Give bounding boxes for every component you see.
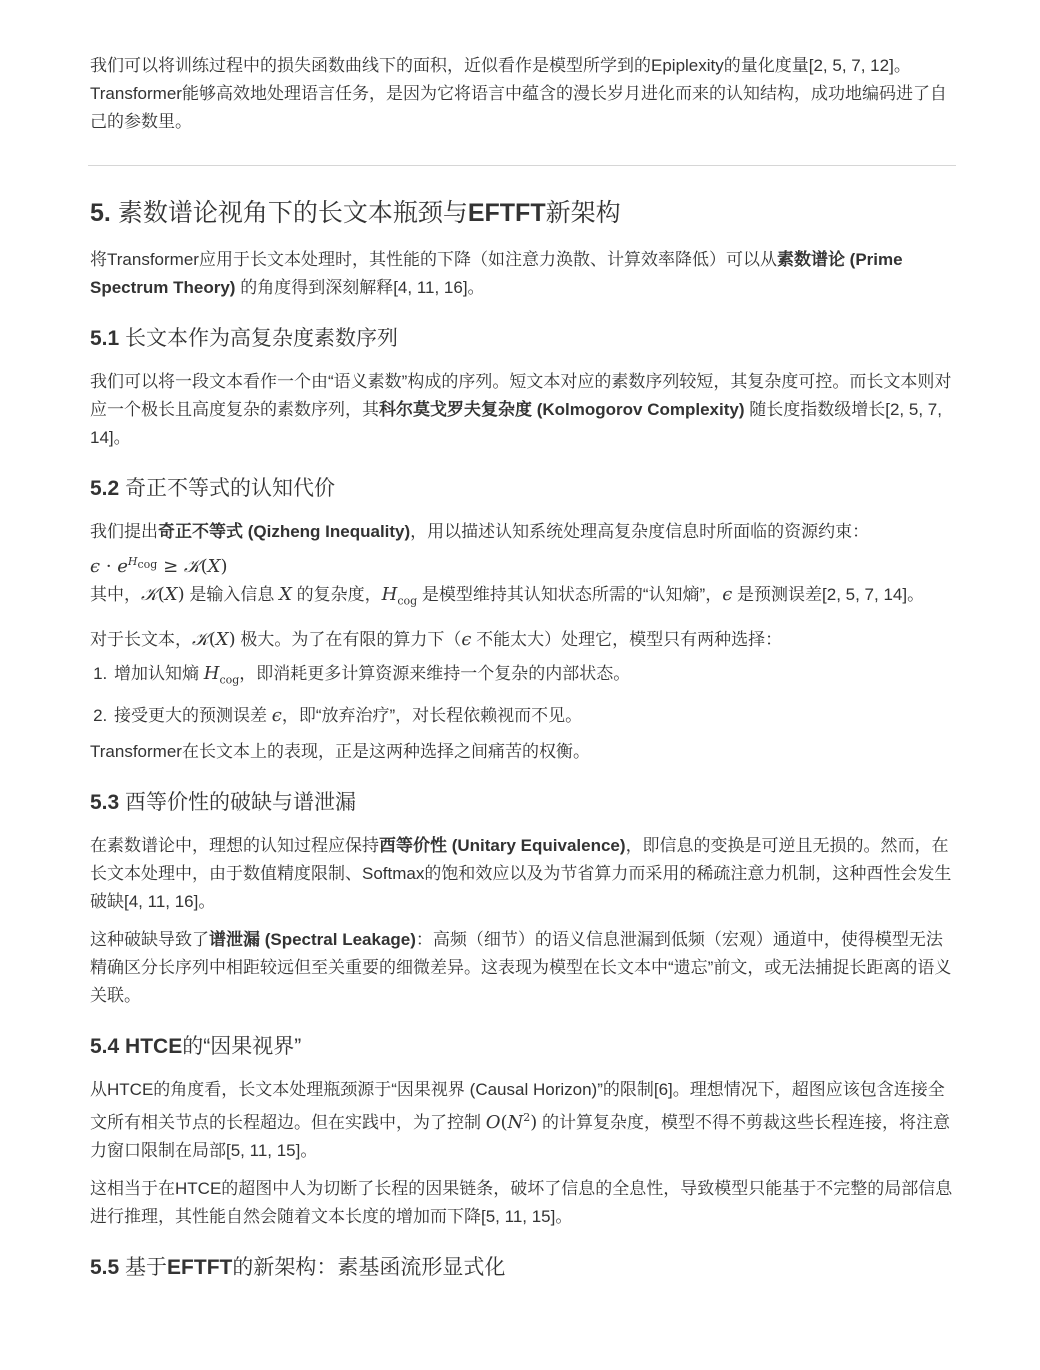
section-5-paragraph [90, 246, 956, 302]
text-run: 在素数谱论中，理想的认知过程应保持 [90, 836, 379, 856]
subsection-5-4-paragraph-2: 这相当于在HTCE的超图中人为切断了长程的因果链条，破坏了信息的全息性，导致模型只能基于不完整的局部信息进行推理，其性能自然会随着文本长度的增加而下降[5, 11, 15]。 [90, 1179, 953, 1227]
subsection-number: 5.5 [90, 1256, 120, 1280]
subsection-title: 的新架构：素基函流形显式化 [232, 1256, 506, 1280]
math-symbol: X [207, 556, 221, 577]
math-symbol: cog [219, 673, 240, 687]
text-run: 对于长文本， [90, 629, 192, 649]
inline-math: ϵ [722, 584, 733, 605]
subsection-title: 酉等价性的破缺与谱泄漏 [119, 791, 357, 815]
inline-math [203, 662, 240, 687]
text-run: 极大。为了在有限的算力下（ [235, 629, 462, 649]
subsection-title-bold: EFTFT [167, 1256, 233, 1280]
section-title-part: 素数谱论视角下的长文本瓶颈与 [117, 199, 468, 227]
math-symbol: H [127, 555, 138, 568]
math-symbol: ≥ [157, 556, 184, 577]
text-run: 我们可以将一段文本看作一个由“语义素数”构成的序列。短文本对应的素数序列较短，其复杂度可控。而长文本则对应一个极长且高度复杂的素数序列，其 [90, 372, 952, 419]
subsection-title: 长文本作为高复杂度素数序列 [119, 327, 399, 350]
math-symbol: H [381, 584, 398, 605]
subsection-5-4-heading [90, 1032, 956, 1062]
text-run: 是输入信息 [184, 585, 280, 604]
math-symbol: e [117, 556, 128, 577]
qizheng-inequality-formula: $\epsilon \cdot e^{H_{cog}}$ ≥ 𝒦(X) [90, 555, 228, 577]
bold-term: 酉等价性 (Unitary Equivalence) [379, 836, 626, 856]
text-run: 的计算复杂度，模型不得不剪裁这些长程连接，将注意力窗口限制在局部[5, 11, 15]。 [90, 1113, 951, 1161]
subsection-5-1-heading [90, 324, 956, 354]
subsection-number: 5.2 [90, 477, 120, 500]
inline-math [381, 584, 418, 608]
text-run: 是模型维持其认知状态所需的“认知熵”， [417, 585, 723, 604]
subsection-5-2-heading [90, 474, 956, 504]
subsection-number: 5.3 [90, 791, 120, 815]
subsection-title: 奇正不等式的认知代价 [119, 477, 336, 500]
text-run: ，用以描述认知系统处理高复杂度信息时所面临的资源约束： [410, 522, 870, 541]
math-symbol: · [100, 556, 118, 577]
text-run: 增加认知熵 [114, 663, 204, 683]
list-item [112, 660, 956, 695]
text-run: ，即消耗更多计算资源来维持一个复杂的内部状态。 [239, 663, 631, 683]
text-run: 不能太大）处理它，模型只有两种选择： [471, 629, 783, 649]
subsection-5-4-paragraph-1 [90, 1076, 956, 1165]
inline-math: X [279, 584, 292, 605]
text-run: 随长度指数级增长[2, 5, 7, 14]。 [90, 400, 942, 447]
math-symbol: X [164, 584, 178, 605]
subsection-5-3-paragraph-1 [90, 832, 956, 916]
subsection-title: 基于 [119, 1256, 168, 1280]
inline-math: 𝒦(X) [192, 628, 236, 650]
document-content [90, 52, 956, 1297]
inline-math: 𝒦(X) [141, 584, 185, 605]
math-symbol: 𝒦 [183, 556, 201, 577]
math-symbol: N [507, 1112, 524, 1134]
subsection-5-2-paragraph-4: Transformer在长文本上的表现，正是这两种选择之间痛苦的权衡。 [90, 742, 590, 762]
text-run: ，即“放弃治疗”，对长程依赖视而不见。 [281, 706, 583, 726]
math-symbol: X [215, 628, 229, 650]
subsection-5-1-paragraph [90, 368, 956, 452]
section-divider [88, 165, 956, 166]
section-title-part: 新架构 [545, 199, 621, 227]
math-symbol: 2 [523, 1111, 531, 1125]
list-item [112, 702, 956, 730]
math-symbol: O [485, 1112, 501, 1134]
text-run: 的复杂度， [291, 585, 382, 604]
math-symbol: H [203, 662, 220, 684]
text-run: 我们提出 [90, 522, 158, 541]
section-5-heading [90, 196, 956, 230]
math-symbol: 𝒦 [141, 584, 158, 605]
subsection-title: 的“因果视界” [182, 1035, 302, 1059]
bold-term: 科尔莫戈罗夫复杂度 (Kolmogorov Complexity) [379, 400, 745, 419]
subsection-5-5-heading [90, 1253, 956, 1283]
inline-math: $O(N^2)$ [485, 1111, 538, 1134]
text-run: 从HTCE的角度看，长文本处理瓶颈源于“因果视界 (Causal Horizon)”的限制[6]。理想情况下，超图应该包含连接全文所有相关节点的长程超边。但在实践中，为了控制 [90, 1080, 945, 1133]
inline-math: ϵ [271, 705, 282, 727]
intro-paragraph: 我们可以将训练过程中的损失函数曲线下的面积，近似看作是模型所学到的Epiplexity的量化度量[2, 5, 7, 12]。Transformer能够高效地处理语言任务，是因为它将语言中蕴含的漫长岁月进化而来的认知结构，成功地编码进了自己的参数里。 [90, 56, 947, 131]
text-run: 这种破缺导致了 [90, 930, 209, 950]
text-run: ：高频（细节）的语义信息泄漏到低频（宏观）通道中，使得模型无法精确区分长序列中相距较远但至关重要的细微差异。这表现为模型在长文本中“遗忘”前文，或无法捕捉长距离的语义关联。 [90, 930, 952, 1006]
inline-math: ϵ [461, 628, 472, 650]
subsection-number: 5.4 [90, 1035, 120, 1059]
text-run: 其中， [90, 585, 141, 604]
section-number: 5. [90, 199, 111, 227]
section-title-bold: EFTFT [467, 199, 546, 227]
subsection-5-2-paragraph-1 [90, 518, 956, 546]
subsection-number: 5.1 [90, 327, 120, 350]
math-symbol: ϵ [90, 556, 101, 577]
subsection-5-3-heading [90, 788, 956, 818]
subsection-5-3-paragraph-2 [90, 926, 956, 1010]
bold-term: 谱泄漏 (Spectral Leakage) [209, 930, 416, 950]
math-symbol: cog [137, 558, 158, 572]
text-run: 将Transformer应用于长文本处理时，其性能的下降（如注意力涣散、计算效率降低）可以从 [90, 250, 777, 269]
text-run: ，即信息的变换是可逆且无损的。然而，在长文本处理中，由于数值精度限制、Softmax的饱和效应以及为节省算力而采用的稀疏注意力机制，这种酉性会发生破缺[4, 11, 16]。 [90, 836, 952, 912]
text-run: 的角度得到深刻解释[4, 11, 16]。 [235, 278, 485, 297]
choices-list [90, 660, 956, 731]
math-symbol: cog [397, 594, 418, 608]
math-symbol: 𝒦 [192, 628, 209, 650]
bold-term: 素数谱论 (Prime Spectrum Theory) [90, 250, 903, 297]
subsection-5-2-paragraph-2 [90, 581, 956, 616]
subsection-5-2-paragraph-3 [90, 626, 956, 654]
text-run: 是预测误差[2, 5, 7, 14]。 [732, 585, 925, 604]
subsection-title-bold: HTCE [125, 1035, 183, 1059]
text-run: 接受更大的预测误差 [114, 706, 272, 726]
bold-term: 奇正不等式 (Qizheng Inequality) [158, 522, 411, 541]
